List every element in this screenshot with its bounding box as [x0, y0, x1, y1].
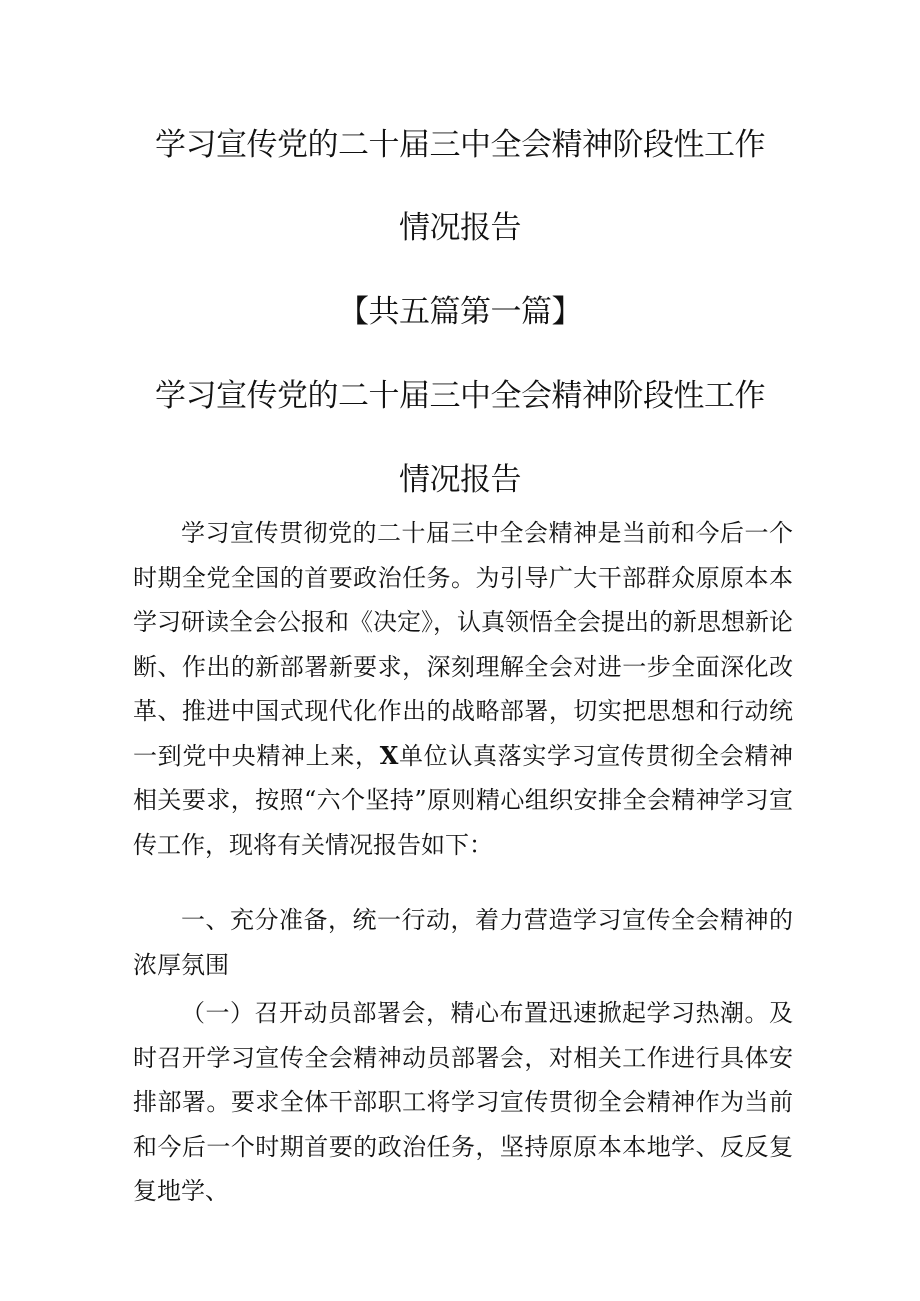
series-label: 【共五篇第一篇】	[338, 294, 582, 330]
intro-paragraph-part2: 单位认真落实学习宣传贯彻全会精神相关要求，按照“六个坚持”原则精心组织安排全会精神学习宣传工作，现将有关情况报告如下：	[133, 741, 794, 859]
subsection-1-paragraph: （一）召开动员部署会，精心布置迅速掀起学习热潮。及时召开学习宣传全会精神动员部署会，对相关工作进行具体安排部署。要求全体干部职工将学习宣传贯彻全会精神作为当前和今后一个时期首要的政治任务，坚持原原本本地学、反反复复地学、	[133, 999, 793, 1205]
unit-placeholder-x: X	[379, 740, 399, 770]
section-1-heading: 一、充分准备，统一行动，着力营造学习宣传全会精神的浓厚氛围	[133, 906, 793, 979]
sub-title-line-2: 情况报告	[399, 462, 521, 498]
main-title-line-1: 学习宣传党的二十届三中全会精神阶段性工作	[155, 127, 765, 163]
intro-paragraph	[133, 511, 793, 867]
main-title-line-2: 情况报告	[399, 210, 521, 246]
sub-title-line-1: 学习宣传党的二十届三中全会精神阶段性工作	[155, 378, 765, 414]
intro-paragraph-part1: 学习宣传贯彻党的二十届三中全会精神是当前和今后一个时期全党全国的首要政治任务。为引导广大干部群众原原本本学习研读全会公报和《决定》，认真领悟全会提出的新思想新论断、作出的新部署新要求，深刻理解全会对进一步全面深化改革、推进中国式现代化作出的战略部署，切实把思想和行动统一到党中央精神上来，	[133, 519, 793, 770]
